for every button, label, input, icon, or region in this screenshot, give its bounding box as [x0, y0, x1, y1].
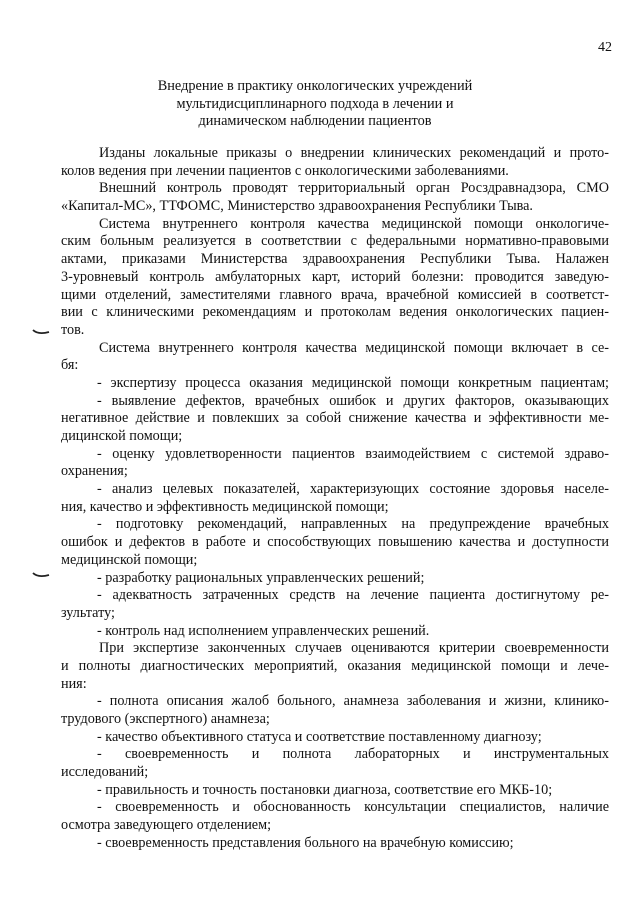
margin-check-mark	[32, 328, 50, 336]
text-line: актами, приказами Министерства здравоохранения Республики Тыва. Налажен	[61, 251, 609, 268]
text-line: ния, качество и эффективность медицинской помощи;	[61, 498, 389, 515]
text-line: - своевременность и полнота лабораторных и инструментальных	[97, 746, 609, 763]
text-line: колов ведения при лечении пациентов с онкологическими заболеваниями.	[61, 162, 509, 179]
text-line: трудового (экспертного) анамнеза;	[61, 711, 270, 727]
text-line: вии с клиническими рекомендациям и протоколам ведения онкологических пациен-	[61, 304, 609, 321]
text-line: - экспертизу процесса оказания медицинской помощи конкретным пациентам;	[97, 374, 609, 391]
text-line: ошибок и дефектов в работе и способствующих повышению качества и доступности	[61, 534, 609, 551]
text-line: охранения;	[61, 463, 128, 480]
text-line: дицинской помощи;	[61, 428, 183, 444]
text-line: Система внутреннего контроля качества медицинской помощи онкологиче-	[99, 215, 609, 232]
text-line: 3-уровневый контроль амбулаторных карт, историй болезни: проводится заведую-	[61, 268, 609, 285]
text-line: - адекватность затраченных средств на лечение пациента достигнутому ре-	[97, 587, 609, 604]
text-line: - своевременность представления больного на врачебную комиссию;	[97, 834, 514, 851]
text-line: - правильность и точность постановки диагноза, соответствие его МКБ-10;	[97, 781, 553, 798]
text-line: ским больным реализуется в соответствии с федеральными нормативно-правовыми	[61, 233, 609, 250]
text-line: - контроль над исполнением управленческих решений.	[97, 622, 430, 639]
text-line: При экспертизе законченных случаев оцениваются критерии своевременности	[99, 640, 609, 657]
text-line: - оценку удовлетворенности пациентов взаимодействием с системой здраво-	[97, 445, 609, 462]
text-line: Внешний контроль проводят территориальный орган Росздравнадзора, СМО	[99, 180, 609, 197]
document-title	[100, 78, 530, 131]
text-line: медицинской помощи;	[61, 551, 198, 568]
text-line: тов.	[61, 321, 85, 338]
text-line: осмотра заведующего отделением;	[61, 817, 272, 834]
text-line: Изданы локальные приказы о внедрении клинических рекомендаций и прото-	[99, 145, 609, 161]
text-line: - выявление дефектов, врачебных ошибок и других факторов, оказывающих	[97, 392, 609, 409]
title-line: динамическом наблюдении пациентов	[198, 113, 432, 129]
text-line: исследований;	[61, 764, 149, 781]
page-number: 42	[598, 40, 612, 55]
text-line: бя:	[61, 357, 79, 374]
text-line: зультату;	[61, 604, 115, 621]
title-line: мультидисциплинарного подхода в лечении и	[176, 95, 454, 112]
text-line: щими отделений, заместителями главного врача, врачебной комиссией в соответст-	[61, 286, 609, 303]
text-line: - полнота описания жалоб больного, анамнеза заболевания и жизни, клинико-	[97, 693, 609, 710]
text-line: - качество объективного статуса и соответствие поставленному диагнозу;	[97, 728, 542, 745]
text-line: и полноты диагностических мероприятий, оказания медицинской помощи и лече-	[61, 657, 609, 674]
margin-check-mark	[32, 571, 50, 579]
title-line: Внедрение в практику онкологических учреждений	[157, 78, 473, 94]
text-line: ния:	[61, 675, 87, 692]
text-line: - своевременность и обоснованность консультации специалистов, наличие	[97, 799, 609, 816]
text-line: - анализ целевых показателей, характеризующих состояние здоровья населе-	[97, 481, 609, 498]
text-line: - разработку рациональных управленческих решений;	[97, 569, 425, 586]
text-line: - подготовку рекомендаций, направленных на предупреждение врачебных	[97, 516, 609, 533]
text-line: «Капитал-МС», ТТФОМС, Министерство здравоохранения Республики Тыва.	[61, 198, 533, 215]
text-line: негативное действие и повлекших за собой снижение качества и эффективности ме-	[61, 410, 609, 427]
document-body	[61, 145, 609, 853]
text-line: Система внутреннего контроля качества медицинской помощи включает в се-	[99, 339, 609, 356]
